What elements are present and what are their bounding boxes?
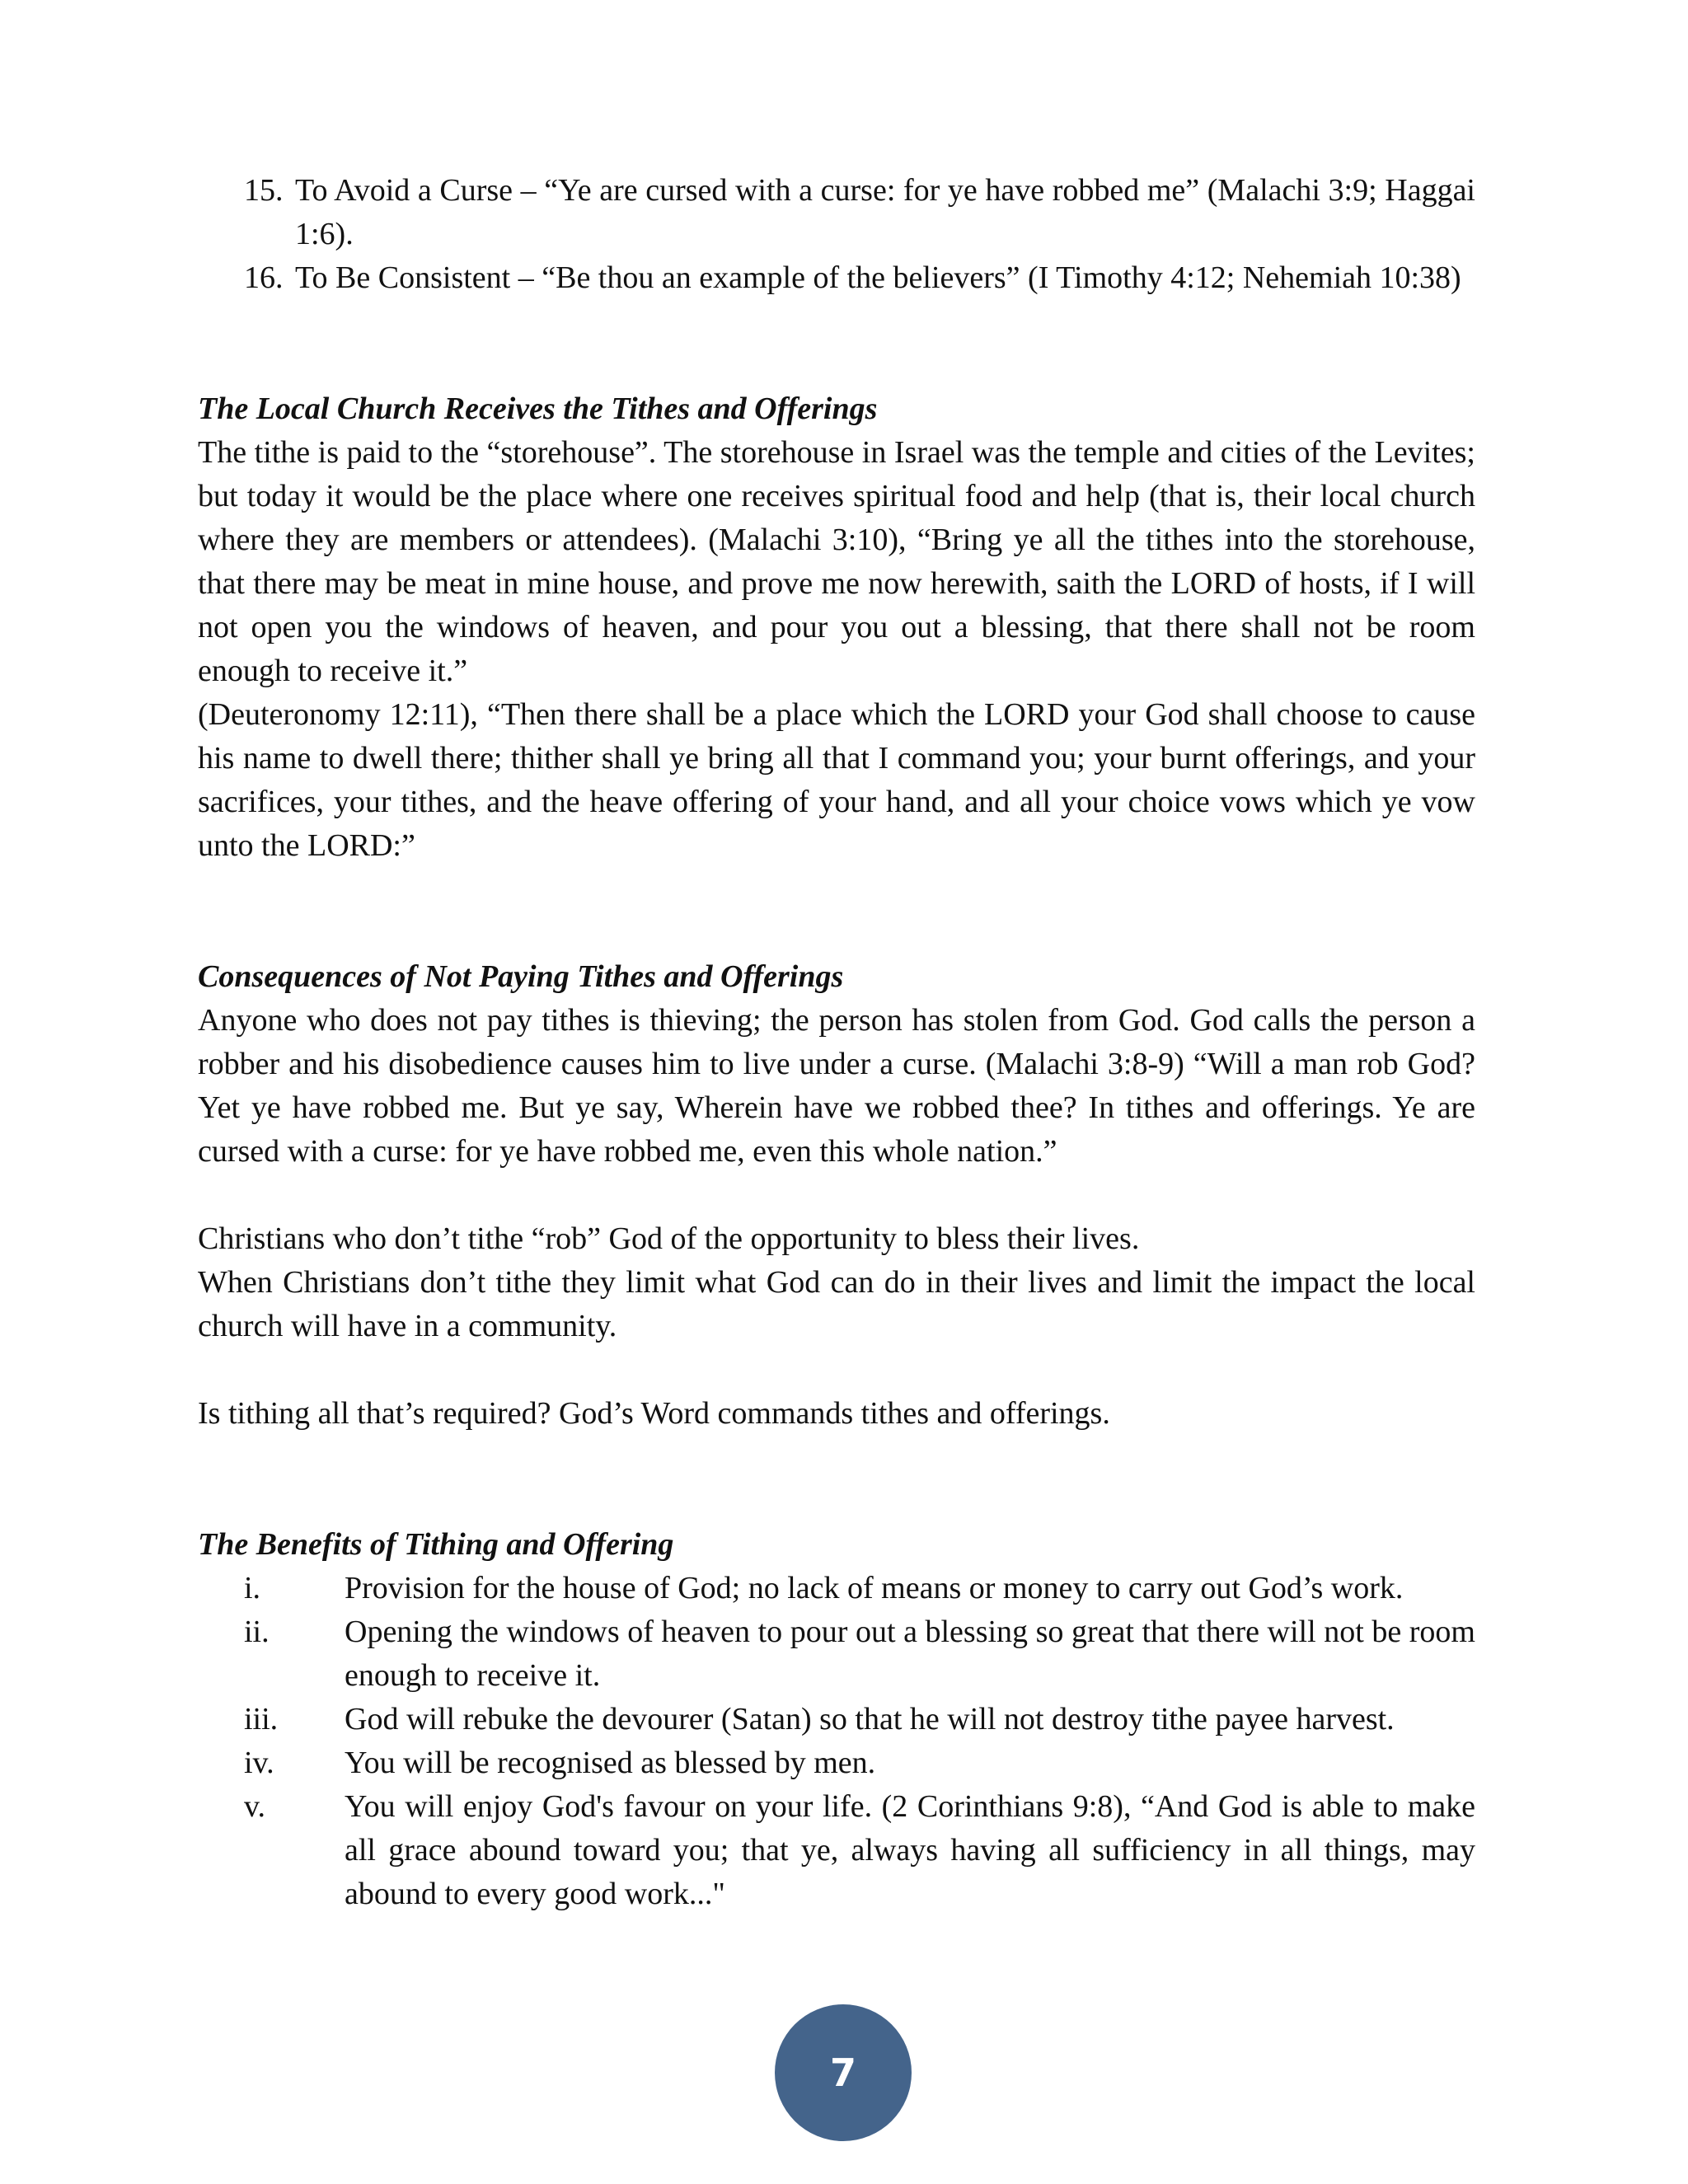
list-item-text: Provision for the house of God; no lack of means or money to carry out God’s work. [345, 1571, 1404, 1605]
paragraph: Is tithing all that’s required? God’s Word commands tithes and offerings. [198, 1396, 1110, 1431]
list-item [244, 256, 1475, 300]
paragraph: (Deuteronomy 12:11), “Then there shall be a place which the LORD your God shall choose to cause his name to dwell there; thither shall ye bring all that I command you; your burnt offerings, and your sacrifices, your tithes, and the heave offering of your hand, and all your choice vows which ye vow unto the LORD:” [198, 697, 1475, 863]
list-item-number: ii. [244, 1615, 270, 1649]
spacer [198, 300, 1475, 387]
section-heading-benefits: The Benefits of Tithing and Offering [198, 1527, 674, 1562]
page-number: 7 [829, 2050, 856, 2095]
list-item [198, 1698, 1475, 1741]
reasons-list [244, 169, 1475, 300]
paragraph: When Christians don’t tithe they limit what God can do in their lives and limit the impact the local church will have in a community. [198, 1265, 1475, 1343]
list-item-text: To Be Consistent – “Be thou an example of the believers” (I Timothy 4:12; Nehemiah 10:38) [295, 260, 1461, 295]
benefits-list [198, 1567, 1475, 1916]
list-item-number: 16. [244, 260, 284, 295]
list-item [198, 1785, 1475, 1916]
list-item-text: God will rebuke the devourer (Satan) so that he will not destroy tithe payee harvest. [345, 1702, 1395, 1736]
paragraph: Christians who don’t tithe “rob” God of the opportunity to bless their lives. [198, 1221, 1140, 1256]
list-item-number: i. [244, 1571, 261, 1605]
spacer [198, 1174, 1475, 1217]
list-item [198, 1610, 1475, 1698]
paragraph: The tithe is paid to the “storehouse”. The storehouse in Israel was the temple and cities of the Levites; but today it would be the place where one receives spiritual food and help (that is, their local church where they are members or attendees). (Malachi 3:10), “Bring ye all the tithes into the storehouse, that there may be meat in mine house, and prove me now herewith, saith the LORD of hosts, if I will not open you the windows of heaven, and pour you out a blessing, that there shall not be room enough to receive it.” [198, 435, 1475, 688]
document-page [198, 169, 1475, 1916]
list-item-text: To Avoid a Curse – “Ye are cursed with a curse: for ye have robbed me” (Malachi 3:9; Haggai 1:6). [295, 173, 1475, 251]
list-item-text: You will enjoy God's favour on your life. (2 Corinthians 9:8), “And God is able to make all grace abound toward you; that ye, always having all sufficiency in all things, may abound to every good work..." [345, 1789, 1475, 1911]
list-item [198, 1567, 1475, 1610]
list-item-number: iii. [244, 1702, 279, 1736]
spacer [198, 1436, 1475, 1523]
spacer [198, 1348, 1475, 1392]
list-item-text: You will be recognised as blessed by men. [345, 1746, 876, 1780]
page-number-badge [775, 2004, 912, 2141]
list-item-number: 15. [244, 173, 284, 208]
list-item-text: Opening the windows of heaven to pour out a blessing so great that there will not be room enough to receive it. [345, 1615, 1475, 1693]
section-heading-consequences: Consequences of Not Paying Tithes and Offerings [198, 959, 844, 994]
list-item-number: iv. [244, 1746, 274, 1780]
list-item [198, 1741, 1475, 1785]
list-item-number: v. [244, 1789, 266, 1824]
paragraph: Anyone who does not pay tithes is thieving; the person has stolen from God. God calls the person a robber and his disobedience causes him to live under a curse. (Malachi 3:8-9) “Will a man rob God? Yet ye have robbed me. But ye say, Wherein have we robbed thee? In tithes and offerings. Ye are cursed with a curse: for ye have robbed me, even this whole nation.” [198, 1003, 1475, 1169]
section-heading-local-church: The Local Church Receives the Tithes and Offerings [198, 391, 878, 426]
spacer [198, 868, 1475, 955]
list-item [244, 169, 1475, 256]
